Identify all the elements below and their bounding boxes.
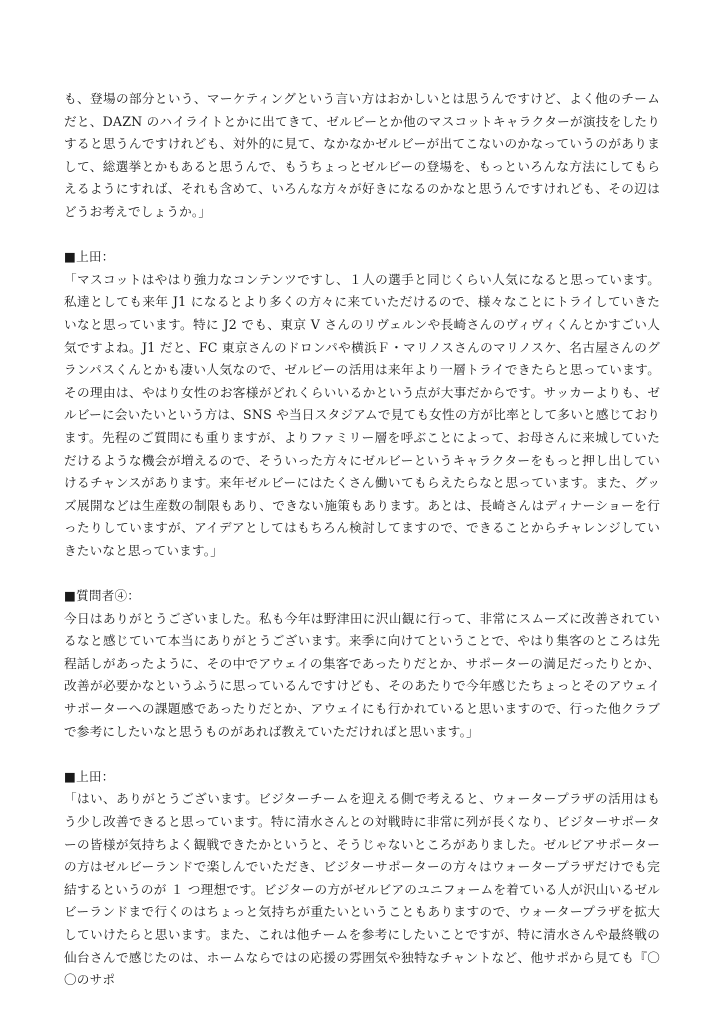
speaker-label-questioner-4: ■質問者④： bbox=[64, 588, 141, 604]
paragraph-spacer bbox=[64, 562, 660, 585]
speaker-label-ueda: ■上田： bbox=[64, 768, 115, 784]
question-paragraph-away-fans: 今日はありがとうございました。私も今年は野津田に沢山観に行って、非常にスムーズに改善されているなと感じていて本当にありがとうございます。来季に向けてということで、やはり集客のところは先程話しがあったように、その中でアウェイの集客であったりだとか、サポーターの満足だったりとか、改善が必要かなというふうに思っているんですけども、そのあたりで今年感じたちょっとそのアウェイサポーターへの課題感であったりだとか、アウェイにも行かれていると思いますので、行った他クラブで参考にしたいなと思うものがあれば教えていただければと思います。」 bbox=[64, 610, 660, 739]
paragraph-spacer bbox=[64, 743, 660, 766]
answer-paragraph-mascot: 「マスコットはやはり強力なコンテンツですし、１人の選手と同じくらい人気になると思っています。私達としても来年 J1 になるとより多くの方々に来ていただけるので、様々なことにトライしていきたいなと思っています。特に J2 でも、東京 V さんのリヴェルンや長崎さんのヴィヴィくんとかすごい人気ですよね。J1 だと、FC 東京さんのドロンパや横浜Ｆ・マリノスさんのマリノスケ、名古屋さんのグランパスくんとかも凄い人気なので、ゼルビーの活用は来年より一層トライできたらと思っています。その理由は、やはり女性のお客様がどれくらいいるかという点が大事だからです。サッカーよりも、ゼルビーに会いたいという方は、SNS や当日スタジアムで見ても女性の方が比率として多いと感じております。先程のご質問にも重りますが、よりファミリー層を呼ぶことによって、お母さんに来城していただけるような機会が増えるので、そういった方々にゼルビーというキャラクターをもっと押し出していけるチャンスがあります。来年ゼルビーにはたくさん働いてもらえたらなと思っています。また、グッズ展開などは生産数の制限もあり、できない施策もあります。あとは、長崎さんはディナーショーを行ったりしていますが、アイデアとしてはもちろん検討してますので、できることからチャレンジしていきたいなと思っています。」 bbox=[64, 271, 660, 558]
speaker-label-ueda: ■上田： bbox=[64, 249, 115, 265]
question-continuation-paragraph: も、登場の部分という、マーケティングという言い方はおかしいとは思うんですけど、よく他のチームだと、DAZN のハイライトとかに出てきて、ゼルビーとか他のマスコットキャラクターが演技をしたりすると思うんですけれども、対外的に見て、なかなかゼルビーが出てこないのかなっていうのがありまして、総選挙とかもあると思うんで、もうちょっとゼルビーの登場を、もっといろんな方法にしてもらえるようにすれば、それも含めて、いろんな方々が好きになるのかなと思うんですけれども、その辺はどうお考えでしょうか。」 bbox=[64, 91, 660, 219]
document-body bbox=[64, 88, 660, 992]
paragraph-spacer bbox=[64, 224, 660, 247]
answer-paragraph-water-plaza: 「はい、ありがとうございます。ビジターチームを迎える側で考えると、ウォータープラザの活用はもう少し改善できると思っています。特に清水さんとの対戦時に非常に列が長くなり、ビジターサポーターの皆様が気持ちよく観戦できたかというと、そうじゃないところがありました。ゼルビアサポーターの方はゼルビーランドで楽しんでいただき、ビジターサポーターの方々はウォータープラザだけでも完結するというのが １ つ理想です。ビジターの方がゼルビアのユニフォームを着ている人が沢山いるゼルビーランドまで行くのはちょっと気持ちが重たいということもありますので、ウォータープラザを拡大していけたらと思います。また、これは他チームを参考にしたいことですが、特に清水さんや最終戦の仙台さんで感じたのは、ホームならではの応援の雰囲気や独特なチャントなど、他サポから見ても『〇〇のサポ bbox=[64, 791, 660, 988]
